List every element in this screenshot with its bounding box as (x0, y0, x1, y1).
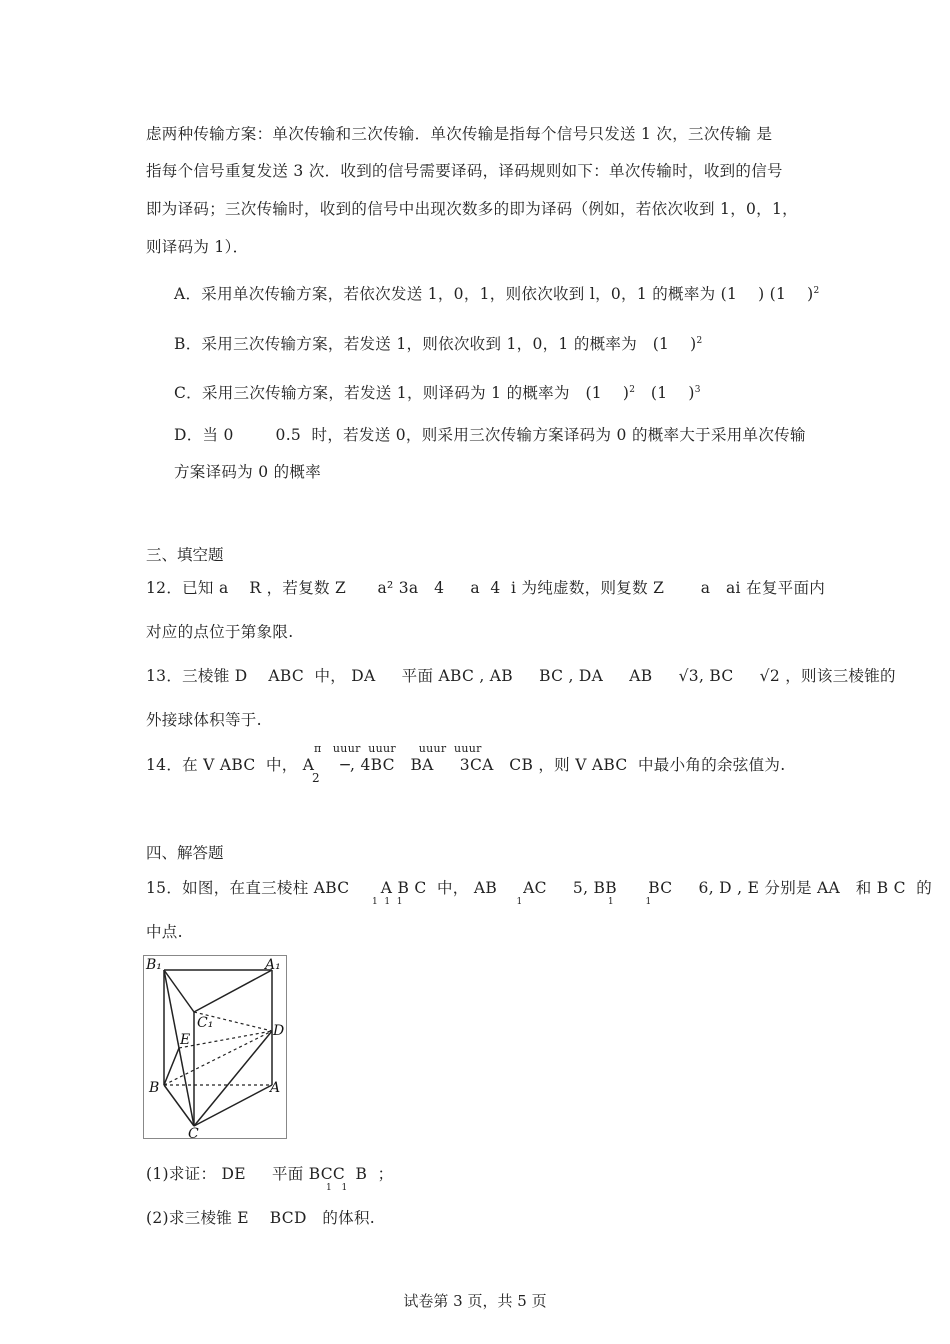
edge-ed-hidden (179, 1031, 272, 1048)
q14-line: 14．在 V ABC 中， A ─, 4BC BA 3CA CB ，则 V ABC 中最小角的余弦值为. (146, 756, 786, 774)
q14-denominator: 2 (312, 771, 320, 785)
option-c: C．采用三次传输方案，若发送 1，则译码为 1 的概率为 (1 )$^2$ (1 )$^3$ (174, 384, 701, 403)
label-b: B (149, 1080, 160, 1096)
option-d-line1: D．当 0 0.5 时，若发送 0，则采用三次传输方案译码为 0 的概率大于采用单次传输 (174, 426, 806, 444)
q13-line2: 外接球体积等于. (146, 711, 262, 729)
label-a: A (270, 1080, 281, 1096)
option-a: A．采用单次传输方案，若依次发送 1，0，1，则依次收到 l，0，1 的概率为 (1 ) (1 )$^2$ (174, 285, 820, 304)
p11-line1: 虑两种传输方案：单次传输和三次传输．单次传输是指每个信号只发送 1 次，三次传输 是 (146, 125, 773, 143)
q15-subscripts: 1 1 1 1 1 1 (372, 897, 652, 907)
label-c1: C₁ (197, 1015, 214, 1031)
edge-dc (194, 1031, 272, 1126)
q13-line1: 13．三棱锥 D ABC 中， DA 平面 ABC , AB BC , DA AB √3, BC √2 ，则该三棱锥的 (146, 667, 896, 685)
label-c: C (188, 1126, 199, 1138)
q12-line1: 12．已知 a R ，若复数 Z a² 3a 4 a 4 i 为纯虚数，则复数 Z a ai 在复平面内 (146, 579, 826, 597)
option-b: B．采用三次传输方案，若发送 1，则依次收到 1，0，1 的概率为 (1 )$^2$ (174, 335, 703, 354)
edge-be (164, 1048, 179, 1085)
q15-part1: (1)求证： DE 平面 BCC B ； (146, 1165, 394, 1183)
edge-a1c1 (194, 970, 272, 1012)
p11-line3: 即为译码；三次传输时，收到的信号中出现次数多的即为译码（例如，若依次收到 1，0，1， (146, 200, 798, 218)
section4-heading: 四、解答题 (146, 844, 224, 862)
q14-vector-marks: π uuur uuur uuur uuur (314, 742, 482, 755)
label-d: D (273, 1023, 285, 1039)
section3-heading: 三、填空题 (146, 546, 224, 564)
q15-part2: (2)求三棱锥 E BCD 的体积. (146, 1209, 375, 1227)
prism-diagram (144, 956, 286, 1138)
option-d-line2: 方案译码为 0 的概率 (174, 463, 322, 481)
p11-line2: 指每个信号重复发送 3 次．收到的信号需要译码，译码规则如下：单次传输时，收到的信号 (146, 162, 783, 180)
label-e: E (180, 1032, 191, 1048)
q15-line1: 15．如图，在直三棱柱 ABC A B C 中， AB AC 5, BB BC 6, D , E 分别是 AA 和 B C 的 (146, 879, 933, 897)
q15-part1-subscripts: 1 1 (326, 1183, 348, 1193)
p11-line4: 则译码为 1）． (146, 238, 249, 256)
q12-line2: 对应的点位于第象限. (146, 623, 294, 641)
label-a1: A₁ (265, 957, 281, 973)
label-b1: B₁ (146, 957, 162, 973)
page-footer: 试卷第 3 页，共 5 页 (403, 1292, 547, 1310)
prism-figure (143, 955, 287, 1139)
edge-ac (194, 1085, 272, 1126)
q15-line2: 中点. (146, 923, 183, 941)
